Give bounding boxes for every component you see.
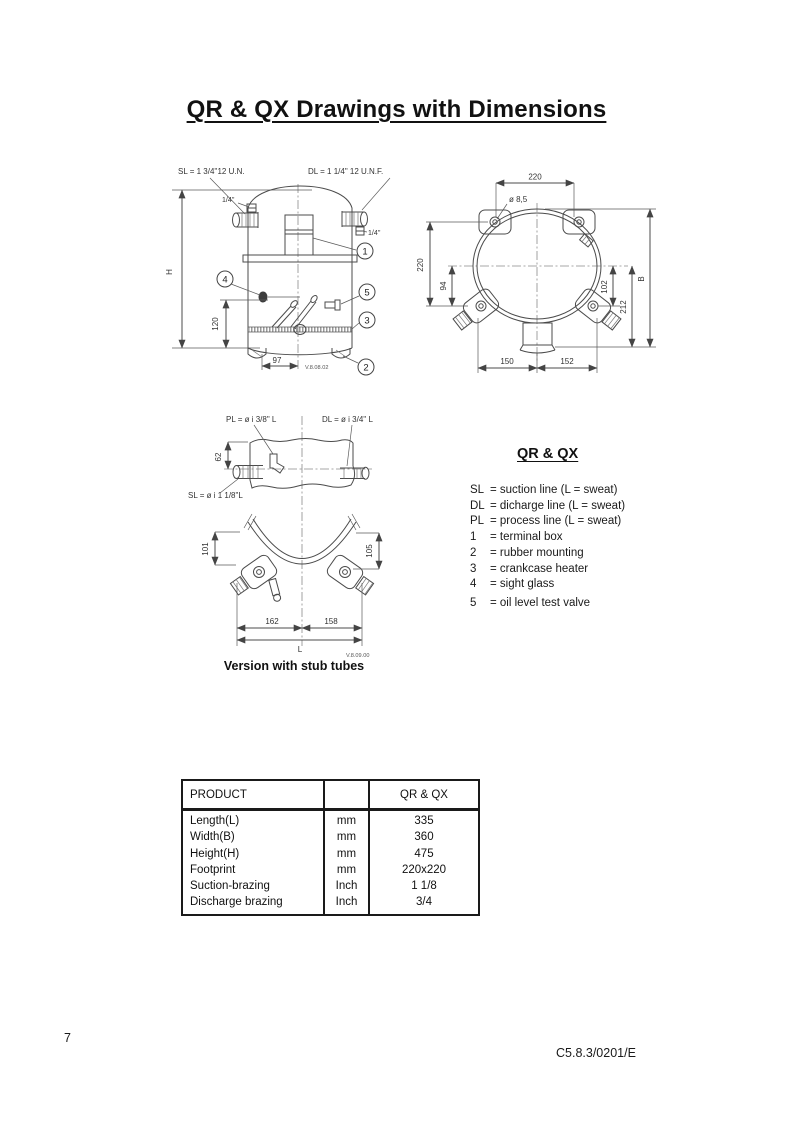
callout-2 <box>343 356 374 375</box>
cell-value: 335 <box>369 810 479 830</box>
internal-tubes <box>272 294 318 329</box>
legend-item-desc: = crankcase heater <box>490 562 589 575</box>
sl-label: SL = ø i 1 1/8"L <box>188 491 243 500</box>
page-number: 7 <box>64 1031 71 1045</box>
legend-item <box>470 596 683 612</box>
side-view-drawing <box>160 158 430 395</box>
legend-item <box>470 499 683 515</box>
legend-item <box>470 530 683 546</box>
legend-item-key: 5 <box>470 596 477 609</box>
sl-label: SL = 1 3/4''12 U.N. <box>178 167 245 176</box>
quarter-inch-left-label: 1/4'' <box>222 197 235 204</box>
callout-5 <box>341 284 375 304</box>
table-header-unit <box>324 780 369 810</box>
dim-105-label: 105 <box>365 544 374 558</box>
hole-diameter-label: ø 8,5 <box>509 195 528 204</box>
cell-unit: mm <box>324 846 369 862</box>
legend-item-key: 3 <box>470 562 477 575</box>
top-view-drawing <box>414 163 660 378</box>
table-row <box>182 846 479 862</box>
quarter-inch-right-label: 1/4'' <box>368 230 381 237</box>
svg-text:3: 3 <box>364 315 370 327</box>
legend-item-desc: = oil level test valve <box>490 596 591 609</box>
dim-b <box>545 209 656 347</box>
legend-item-key: 2 <box>470 546 477 559</box>
legend-item <box>470 483 683 499</box>
oil-level-valve <box>325 300 340 310</box>
dim-l-label: L <box>297 645 303 654</box>
dim-162-label: 162 <box>265 617 279 626</box>
cell-product: Discharge brazing <box>190 896 283 909</box>
legend-item <box>470 562 683 578</box>
dim-212-label: 212 <box>619 300 628 314</box>
dim-101 <box>201 532 240 565</box>
heater-plug <box>269 579 282 603</box>
dimensions-table <box>181 779 480 916</box>
table-header-value: QR & QX <box>369 780 479 810</box>
dim-102-label: 102 <box>600 280 609 294</box>
cell-product: Suction-brazing <box>190 880 270 893</box>
cell-value: 360 <box>369 829 479 845</box>
legend-item-key: 4 <box>470 578 477 591</box>
dim-62-label: 62 <box>214 452 223 462</box>
legend-item <box>470 546 683 562</box>
legend-item <box>470 514 683 530</box>
legend-item-desc: = terminal box <box>490 531 563 544</box>
stub-tubes-caption: Version with stub tubes <box>223 659 365 673</box>
crankcase-heater <box>248 325 352 335</box>
dim-102 <box>598 266 620 306</box>
table-row <box>182 829 479 845</box>
legend-item-desc: = rubber mounting <box>490 546 584 559</box>
dim-h-label: H <box>165 269 174 275</box>
table-row <box>182 878 479 894</box>
svg-text:2: 2 <box>363 362 369 374</box>
dim-97-label: 97 <box>272 356 282 365</box>
legend-item-desc: = suction line (L = sweat) <box>490 484 618 496</box>
dim-120 <box>211 300 268 348</box>
cell-product: Footprint <box>190 863 236 876</box>
cell-product: Height(H) <box>190 847 240 860</box>
dim-h <box>165 190 312 348</box>
mounting-lug-bottom-right <box>573 287 624 334</box>
callout-1 <box>313 238 373 259</box>
dim-b-label: B <box>637 276 646 282</box>
dim-94-label: 94 <box>439 281 448 291</box>
cell-value: 220x220 <box>369 862 479 878</box>
dim-152-label: 152 <box>560 357 574 366</box>
stub-tubes-drawing <box>180 408 408 660</box>
side-view-version: V.8.08.02 <box>305 365 329 371</box>
legend-item <box>470 577 683 593</box>
suction-protrusion <box>520 323 555 353</box>
table-header-product: PRODUCT <box>182 780 324 810</box>
dim-150-label: 150 <box>500 357 514 366</box>
legend-item-desc: = dicharge line (L = sweat) <box>490 499 626 512</box>
cell-product: Length(L) <box>190 815 240 827</box>
sl-leader <box>210 178 245 214</box>
legend-title: QR & QX <box>517 446 579 462</box>
dim-220-top-label: 220 <box>528 172 542 182</box>
table-header-row <box>182 780 479 810</box>
table-row <box>182 810 479 830</box>
quarter-right-leader <box>362 231 367 232</box>
svg-text:5: 5 <box>364 287 370 299</box>
legend-items <box>461 483 683 612</box>
cell-unit: mm <box>324 810 369 830</box>
cell-unit: Inch <box>324 894 369 914</box>
doc-reference: C5.8.3/0201/E <box>556 1046 636 1060</box>
legend-item-desc: = sight glass <box>490 578 555 591</box>
cell-value: 475 <box>369 846 479 862</box>
dl-label: DL = ø i 3/4'' L <box>322 415 374 424</box>
legend-item-key: DL <box>470 499 485 512</box>
table-row <box>182 862 479 878</box>
cell-product: Width(B) <box>190 831 235 844</box>
cell-unit: Inch <box>324 878 369 894</box>
callout-3 <box>352 312 375 329</box>
legend-item-desc: = process line (L = sweat) <box>490 515 622 528</box>
dim-97 <box>262 354 298 370</box>
dim-101-label: 101 <box>201 542 210 556</box>
suction-fitting <box>233 204 259 228</box>
cell-value: 1 1/8 <box>369 878 479 894</box>
dim-220-left-label: 220 <box>416 258 425 272</box>
callout-4 <box>217 271 260 295</box>
dim-105 <box>353 533 379 569</box>
legend-item-key: SL <box>470 484 485 496</box>
stub-view-version: V.8.09.00 <box>346 653 370 659</box>
legend-item-key: 1 <box>470 531 477 544</box>
svg-text:1: 1 <box>362 246 368 258</box>
page-title: QR & QX Drawings with Dimensions <box>186 96 607 123</box>
dim-158-label: 158 <box>324 617 338 626</box>
mounting-lug-bottom-left <box>450 287 501 334</box>
terminal-box <box>285 215 313 255</box>
cell-value: 3/4 <box>369 894 479 914</box>
dim-162-158 <box>237 583 362 646</box>
mounting-lug-right <box>325 553 376 599</box>
dim-62 <box>214 442 248 469</box>
legend-item-key: PL <box>470 515 485 528</box>
dl-label: DL = 1 1/4" 12 U.N.F. <box>308 167 384 176</box>
cell-unit: mm <box>324 829 369 845</box>
sight-glass <box>259 292 268 303</box>
mounting-lug-left <box>228 553 279 599</box>
pl-label: PL = ø i 3/8" L <box>226 415 277 424</box>
cell-unit: mm <box>324 862 369 878</box>
legend <box>461 446 683 612</box>
dl-leader <box>362 178 390 210</box>
dim-120-label: 120 <box>211 317 220 331</box>
pl-leader <box>254 425 273 454</box>
dim-l <box>237 640 362 654</box>
dl-leader <box>347 425 352 466</box>
suction-stub-tube <box>233 466 263 479</box>
table-row <box>182 894 479 914</box>
svg-text:4: 4 <box>222 274 228 286</box>
dim-94 <box>439 266 452 306</box>
process-stub-tube <box>270 454 284 473</box>
